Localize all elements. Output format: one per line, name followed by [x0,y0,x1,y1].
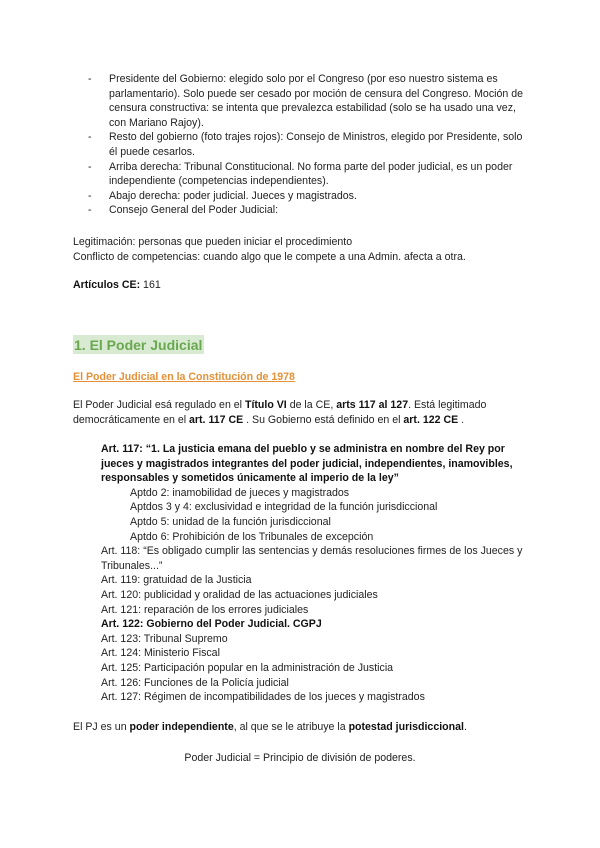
articles-list [101,442,531,705]
bullet-list [88,72,528,218]
pj-bold: poder independiente [129,721,234,733]
intro-text: . Está legitimado democráticamente en el [73,399,487,426]
intro-text: . [458,413,465,426]
art-118: Art. 118: “Es obligado cumplir las sentencias y demás resoluciones firmes de los Jueces y Tribunales...” [101,545,523,572]
subsection-title: El Poder Judicial en la Constitución de 1978 [73,371,295,383]
art-117: Art. 117: “1. La justicia emana del pueblo y se administra en nombre del Rey por jueces y magistrados integrantes del poder judicial, independientes, inamovibles, responsables y sometidos únicamente al imperio de la ley” [101,443,513,485]
intro-bold: Título VI [244,399,287,411]
intro-text: . Su Gobierno está definido en el [243,413,404,426]
pj-paragraph [73,720,533,735]
list-item: - Consejo General del Poder Judicial: [88,203,528,218]
article-item: Art. 127: Régimen de incompatibilidades de los jueces y magistrados [101,691,425,704]
list-item: - Abajo derecha: poder judicial. Jueces y magistrados. [88,189,528,204]
article-item: Art. 119: gratuidad de la Justicia [101,574,252,587]
definition-conflicto: Conflicto de competencias: cuando algo que le compete a una Admin. afecta a otra. [73,250,466,263]
intro-paragraph [73,398,528,427]
pj-text: , al que se le atribuye la [233,721,349,733]
intro-bold: art. 122 CE [403,413,459,426]
intro-text: El Poder Judicial esá regulado en el [73,399,245,411]
aptdo-item: Aptdo 6: Prohibición de los Tribunales de excepción [130,530,374,543]
pj-text: . [463,721,467,733]
pj-bold: potestad jurisdiccional [348,721,464,733]
art-122: Art. 122: Gobierno del Poder Judicial. CGPJ [101,618,322,631]
section-title: 1. El Poder Judicial [74,337,203,353]
intro-text: de la CE, [286,399,337,411]
intro-bold: arts 117 al 127 [336,399,409,411]
article-item: Art. 126: Funciones de la Policía judicial [101,676,289,689]
intro-bold: art. 117 CE [189,413,244,426]
pj-text: El PJ es un [73,721,130,733]
articulos-ce-label: Artículos CE: [73,279,141,291]
article-item: Art. 123: Tribunal Supremo [101,632,228,645]
equation-line: Poder Judicial = Principio de división de poderes. [184,752,416,764]
aptdo-item: Aptdo 5: unidad de la función jurisdiccional [130,515,331,528]
list-item: - Resto del gobierno (foto trajes rojos): Consejo de Ministros, elegido por Presidente, solo él puede cesarlos. [88,130,528,159]
article-item: Art. 125: Participación popular en la administración de Justicia [101,661,394,674]
aptdo-item: Aptdo 2: inamobilidad de jueces y magistrados [130,486,350,499]
article-item: Art. 120: publicidad y oralidad de las actuaciones judiciales [101,588,378,601]
article-item: Art. 124: Ministerio Fiscal [101,647,220,660]
article-item: Art. 121: reparación de los errores judiciales [101,603,309,616]
definitions [73,235,533,264]
list-item: - Arriba derecha: Tribunal Constitucional. No forma parte del poder judicial, es un poder independiente (competencias independientes). [88,160,528,189]
articulos-ce [73,278,533,293]
aptdo-item: Aptdos 3 y 4: exclusividad e integridad de la función jurisdiccional [130,501,438,514]
list-item: - Presidente del Gobierno: elegido solo por el Congreso (por eso nuestro sistema es parlamentario). Solo puede ser cesado por moción de censura del Congreso. Moción de censura constructiva: se intenta que prevalezca estabilidad (solo se ha usado una vez, con Mariano Rajoy). [88,72,528,130]
definition-legitimacion: Legitimación: personas que pueden iniciar el procedimiento [73,236,353,248]
articulos-ce-value: 161 [140,279,161,291]
